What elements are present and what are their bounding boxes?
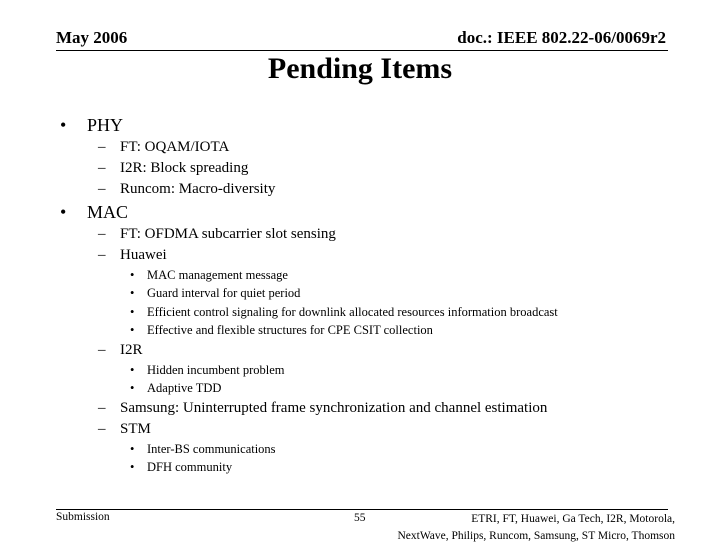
bullet-marker: •	[60, 202, 67, 222]
mac-item-ft: FT: OFDMA subcarrier slot sensing	[120, 226, 336, 242]
dash-marker: –	[98, 400, 106, 416]
mac-item-samsung: Samsung: Uninterrupted frame synchronization and channel estimation	[120, 400, 548, 416]
bullet-mac: MAC	[87, 202, 129, 222]
dash-marker: –	[98, 226, 106, 242]
sub-bullet-marker: •	[130, 323, 135, 337]
huawei-sub-item: Effective and flexible structures for CPE CSIT collection	[147, 323, 433, 337]
sub-bullet-marker: •	[130, 305, 135, 319]
phy-item-i2r: I2R: Block spreading	[120, 160, 249, 176]
mac-item-i2r: I2R	[120, 342, 143, 358]
dash-marker: –	[98, 247, 106, 263]
header-doc-id: doc.: IEEE 802.22-06/0069r2	[457, 28, 666, 47]
i2r-sub-item: Adaptive TDD	[147, 381, 222, 395]
dash-marker: –	[98, 181, 106, 197]
bullet-phy: PHY	[87, 115, 124, 135]
dash-marker: –	[98, 342, 106, 358]
header-rule	[56, 50, 668, 51]
sub-bullet-marker: •	[130, 442, 135, 456]
huawei-sub-item: Guard interval for quiet period	[147, 286, 301, 300]
huawei-sub-item: MAC management message	[147, 268, 288, 282]
huawei-sub-item: Efficient control signaling for downlink allocated resources information broadcast	[147, 305, 558, 319]
mac-item-stm: STM	[120, 421, 151, 437]
footer-authors-line1: ETRI, FT, Huawei, Ga Tech, I2R, Motorola,	[471, 513, 675, 525]
sub-bullet-marker: •	[130, 363, 135, 377]
phy-item-runcom: Runcom: Macro-diversity	[120, 181, 276, 197]
sub-bullet-marker: •	[130, 268, 135, 282]
slide-title: Pending Items	[267, 52, 453, 85]
dash-marker: –	[98, 421, 106, 437]
footer-authors-line2: NextWave, Philips, Runcom, Samsung, ST Micro, Thomson	[397, 530, 675, 542]
dash-marker: –	[98, 139, 106, 155]
i2r-sub-item: Hidden incumbent problem	[147, 363, 285, 377]
stm-sub-item: DFH community	[147, 460, 233, 474]
header-date: May 2006	[56, 28, 128, 47]
stm-sub-item: Inter-BS communications	[147, 442, 276, 456]
mac-item-huawei: Huawei	[120, 247, 167, 263]
footer-submission: Submission	[56, 511, 110, 523]
footer-rule	[56, 509, 668, 510]
sub-bullet-marker: •	[130, 286, 135, 300]
bullet-marker: •	[60, 115, 67, 135]
phy-item-ft: FT: OQAM/IOTA	[120, 139, 230, 155]
dash-marker: –	[98, 160, 106, 176]
page-number: 55	[354, 512, 366, 524]
sub-bullet-marker: •	[130, 460, 135, 474]
sub-bullet-marker: •	[130, 381, 135, 395]
